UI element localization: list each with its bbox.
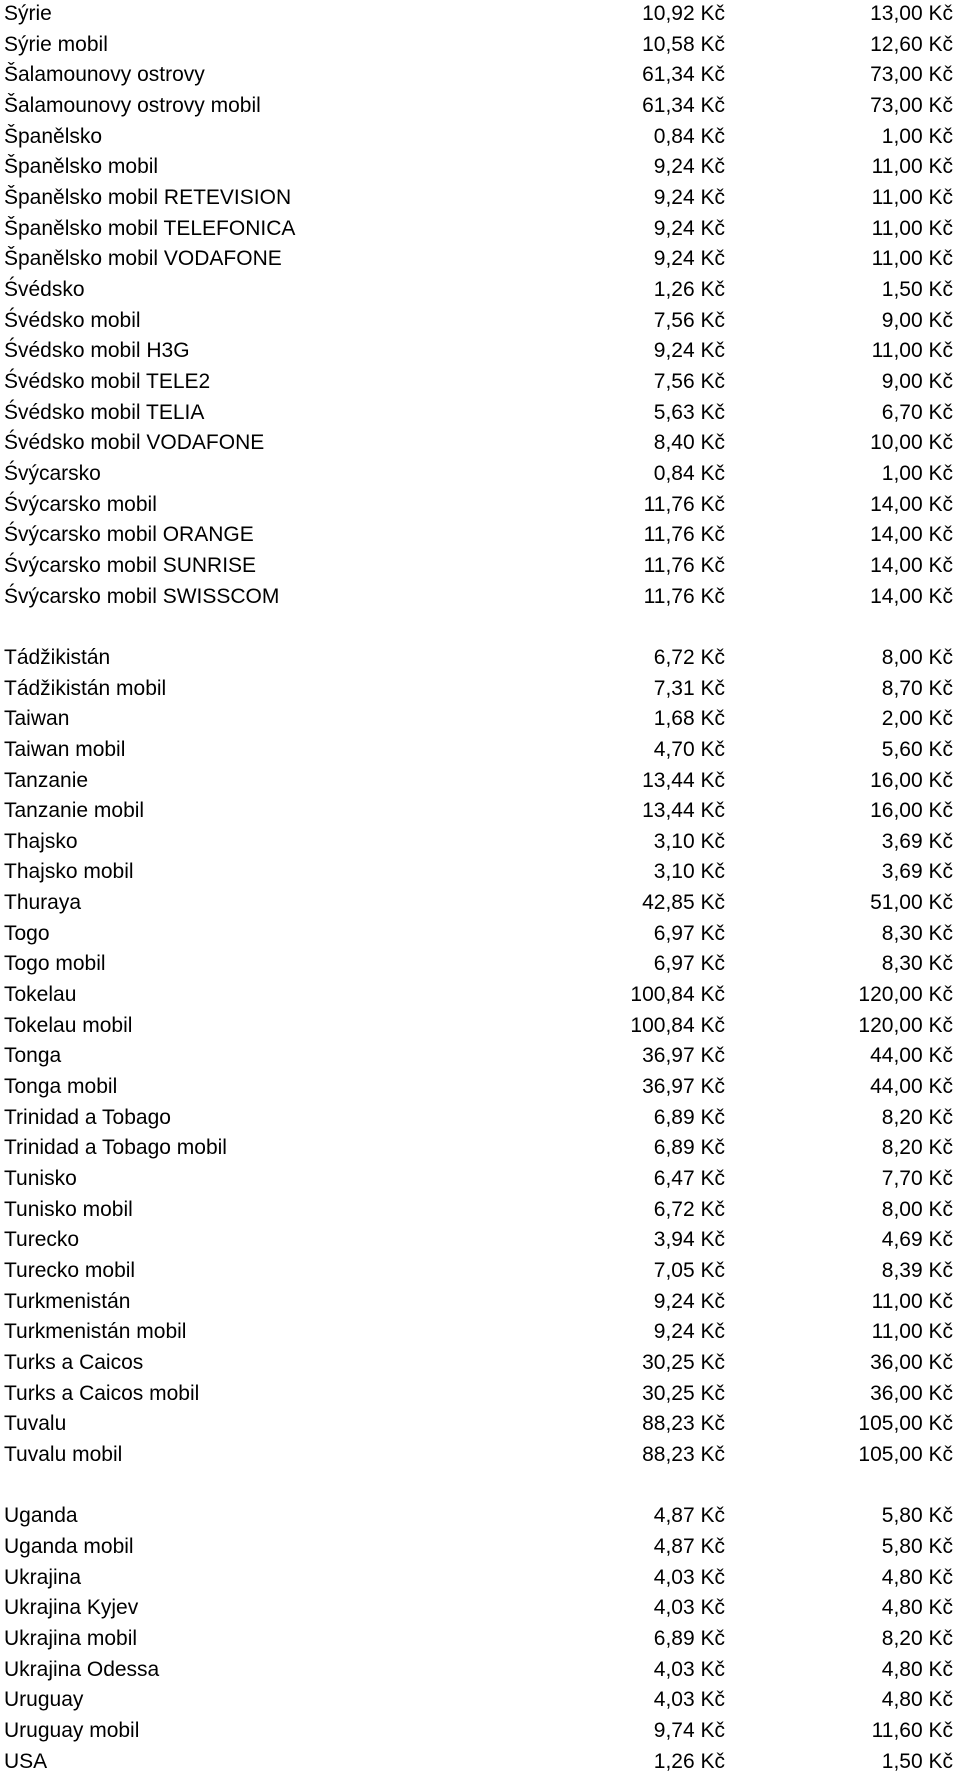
table-row: [0, 1133, 960, 1163]
price-without-vat: 9,24 Kč: [653, 185, 725, 209]
price-with-vat: 14,00 Kč: [870, 523, 953, 547]
price-with-vat: 12,60 Kč: [870, 32, 953, 56]
table-row: [0, 428, 960, 458]
price-with-vat: 11,00 Kč: [871, 155, 953, 179]
table-row: [0, 1532, 960, 1562]
price-with-vat: 11,00 Kč: [871, 247, 953, 271]
price-without-vat: 10,58 Kč: [642, 32, 725, 56]
table-row: [0, 183, 960, 213]
price-with-vat: 8,70 Kč: [881, 676, 953, 700]
destination-name: Ukrajina Kyjev: [4, 1596, 139, 1620]
price-without-vat: 9,24 Kč: [653, 1289, 725, 1313]
price-without-vat: 42,85 Kč: [642, 891, 725, 915]
price-without-vat: 6,89 Kč: [653, 1136, 725, 1160]
destination-name: Śvýcarsko mobil SUNRISE: [4, 553, 257, 577]
table-row: [0, 30, 960, 60]
table-row: [0, 459, 960, 489]
price-with-vat: 7,70 Kč: [881, 1167, 953, 1191]
table-row: [0, 306, 960, 336]
destination-name: Tonga mobil: [4, 1075, 118, 1099]
table-row: [0, 766, 960, 796]
destination-name: Španělsko mobil: [4, 155, 159, 179]
table-row: [0, 888, 960, 918]
price-with-vat: 11,00 Kč: [871, 339, 953, 363]
price-without-vat: 4,03 Kč: [653, 1565, 725, 1589]
destination-name: Togo: [4, 921, 50, 945]
destination-name: Sýrie mobil: [4, 32, 108, 56]
destination-name: Turkmenistán: [4, 1289, 131, 1313]
table-row: [0, 91, 960, 121]
price-without-vat: 3,94 Kč: [653, 1228, 725, 1252]
price-with-vat: 8,00 Kč: [881, 1197, 953, 1221]
price-with-vat: 16,00 Kč: [870, 799, 953, 823]
destination-name: Tokelau: [4, 983, 77, 1007]
destination-name: USA: [4, 1749, 48, 1773]
table-row: [0, 1041, 960, 1071]
table-row: [0, 1747, 960, 1777]
table-row: [0, 674, 960, 704]
price-without-vat: 11,76 Kč: [643, 492, 725, 516]
table-row: [0, 949, 960, 979]
destination-name: Uruguay mobil: [4, 1718, 140, 1742]
table-row: [0, 796, 960, 826]
price-without-vat: 9,24 Kč: [653, 247, 725, 271]
destination-name: Uruguay: [4, 1688, 84, 1712]
table-row: [0, 0, 960, 29]
price-with-vat: 8,30 Kč: [881, 921, 953, 945]
price-without-vat: 1,26 Kč: [653, 277, 725, 301]
destination-name: Tádžikistán: [4, 645, 111, 669]
table-row: [0, 1256, 960, 1286]
table-row: [0, 857, 960, 887]
price-with-vat: 6,70 Kč: [881, 400, 953, 424]
destination-name: Taiwan mobil: [4, 737, 126, 761]
table-row: [0, 1593, 960, 1623]
table-row: [0, 1624, 960, 1654]
price-with-vat: 1,50 Kč: [881, 277, 953, 301]
destination-name: Tunisko: [4, 1167, 77, 1191]
destination-name: Tuvalu mobil: [4, 1443, 123, 1467]
price-with-vat: 11,00 Kč: [871, 1289, 953, 1313]
price-without-vat: 7,56 Kč: [653, 308, 725, 332]
table-row: [0, 1011, 960, 1041]
destination-name: Sýrie: [4, 2, 52, 25]
price-without-vat: 7,56 Kč: [653, 369, 725, 393]
price-without-vat: 100,84 Kč: [630, 1013, 725, 1037]
price-with-vat: 120,00 Kč: [858, 1013, 953, 1037]
price-with-vat: 11,00 Kč: [871, 185, 953, 209]
table-row: [0, 336, 960, 366]
table-row: [0, 1225, 960, 1255]
price-without-vat: 11,76 Kč: [643, 584, 725, 608]
table-row: [0, 1317, 960, 1347]
destination-name: Ukrajina: [4, 1565, 82, 1589]
price-without-vat: 61,34 Kč: [642, 63, 725, 87]
destination-name: Śvýcarsko mobil SWISSCOM: [4, 584, 280, 608]
destination-name: Ukrajina mobil: [4, 1626, 138, 1650]
price-with-vat: 36,00 Kč: [870, 1351, 953, 1375]
price-without-vat: 4,03 Kč: [653, 1657, 725, 1681]
destination-name: Španělsko mobil VODAFONE: [4, 247, 282, 271]
destination-name: Turks a Caicos: [4, 1351, 144, 1375]
price-without-vat: 88,23 Kč: [642, 1443, 725, 1467]
price-without-vat: 4,03 Kč: [653, 1596, 725, 1620]
price-with-vat: 11,00 Kč: [871, 216, 953, 240]
price-without-vat: 4,70 Kč: [653, 737, 725, 761]
destination-name: Tonga: [4, 1044, 62, 1068]
destination-name: Turecko mobil: [4, 1259, 136, 1283]
destination-name: Ukrajina Odessa: [4, 1657, 160, 1681]
destination-name: Tanzanie mobil: [4, 799, 145, 823]
table-row: [0, 398, 960, 428]
destination-name: Śvédsko mobil H3G: [4, 339, 190, 363]
destination-name: Tádžikistán mobil: [4, 676, 167, 700]
destination-name: Turkmenistán mobil: [4, 1320, 187, 1344]
table-row: [0, 1440, 960, 1470]
price-without-vat: 9,24 Kč: [653, 155, 725, 179]
table-row: [0, 643, 960, 673]
destination-name: Togo mobil: [4, 952, 106, 976]
price-without-vat: 6,97 Kč: [653, 952, 725, 976]
price-without-vat: 5,63 Kč: [653, 400, 725, 424]
destination-name: Śvýcarsko mobil: [4, 492, 157, 516]
price-without-vat: 4,87 Kč: [653, 1535, 725, 1558]
price-with-vat: 14,00 Kč: [870, 492, 953, 516]
table-row: [0, 490, 960, 520]
price-with-vat: 5,80 Kč: [881, 1504, 953, 1528]
destination-name: Turecko: [4, 1228, 80, 1252]
price-without-vat: 36,97 Kč: [642, 1075, 725, 1099]
table-row: [0, 520, 960, 550]
price-without-vat: 36,97 Kč: [642, 1044, 725, 1068]
price-with-vat: 9,00 Kč: [881, 369, 953, 393]
destination-name: Uganda mobil: [4, 1535, 134, 1558]
table-row: [0, 1195, 960, 1225]
destination-name: Trinidad a Tobago: [4, 1105, 171, 1129]
price-without-vat: 1,26 Kč: [653, 1749, 725, 1773]
table-row: [0, 919, 960, 949]
table-row: [0, 1287, 960, 1317]
table-row: [0, 1409, 960, 1439]
table-row: [0, 1655, 960, 1685]
destination-name: Turks a Caicos mobil: [4, 1381, 200, 1405]
price-with-vat: 3,69 Kč: [881, 860, 953, 884]
destination-name: Trinidad a Tobago mobil: [4, 1136, 227, 1160]
table-row: [0, 582, 960, 612]
price-with-vat: 105,00 Kč: [858, 1443, 953, 1467]
price-without-vat: 11,76 Kč: [643, 523, 725, 547]
price-without-vat: 6,72 Kč: [653, 645, 725, 669]
price-without-vat: 10,92 Kč: [642, 2, 725, 25]
price-with-vat: 73,00 Kč: [870, 93, 953, 117]
destination-name: Śvédsko mobil TELIA: [4, 400, 205, 424]
price-with-vat: 4,80 Kč: [881, 1565, 953, 1589]
price-with-vat: 1,00 Kč: [881, 124, 953, 148]
destination-name: Śvédsko: [4, 277, 85, 301]
price-without-vat: 6,72 Kč: [653, 1197, 725, 1221]
table-row: [0, 1164, 960, 1194]
price-with-vat: 8,20 Kč: [881, 1626, 953, 1650]
destination-name: Uganda: [4, 1504, 78, 1528]
price-with-vat: 8,00 Kč: [881, 645, 953, 669]
price-with-vat: 44,00 Kč: [870, 1075, 953, 1099]
price-with-vat: 11,00 Kč: [871, 1320, 953, 1344]
price-without-vat: 4,03 Kč: [653, 1688, 725, 1712]
price-without-vat: 0,84 Kč: [653, 461, 725, 485]
price-without-vat: 9,24 Kč: [653, 1320, 725, 1344]
price-with-vat: 105,00 Kč: [858, 1412, 953, 1436]
price-without-vat: 6,47 Kč: [653, 1167, 725, 1191]
destination-name: Taiwan: [4, 707, 70, 731]
price-with-vat: 73,00 Kč: [870, 63, 953, 87]
destination-name: Tokelau mobil: [4, 1013, 133, 1037]
destination-name: Thajsko mobil: [4, 860, 134, 884]
destination-name: Thuraya: [4, 891, 82, 915]
destination-name: Španělsko: [4, 124, 103, 148]
table-row: [0, 1379, 960, 1409]
price-with-vat: 5,60 Kč: [881, 737, 953, 761]
table-row: [0, 275, 960, 305]
price-without-vat: 7,05 Kč: [653, 1259, 725, 1283]
price-without-vat: 9,24 Kč: [653, 339, 725, 363]
price-with-vat: 2,00 Kč: [881, 707, 953, 731]
price-with-vat: 9,00 Kč: [881, 308, 953, 332]
price-with-vat: 10,00 Kč: [870, 431, 953, 455]
price-with-vat: 4,69 Kč: [881, 1228, 953, 1252]
destination-name: Šalamounovy ostrovy: [4, 63, 205, 87]
price-with-vat: 16,00 Kč: [870, 768, 953, 792]
table-row: [0, 1716, 960, 1746]
price-without-vat: 13,44 Kč: [642, 799, 725, 823]
price-with-vat: 51,00 Kč: [870, 891, 953, 915]
destination-name: Šalamounovy ostrovy mobil: [4, 93, 261, 117]
table-row: [0, 1072, 960, 1102]
price-with-vat: 5,80 Kč: [881, 1535, 953, 1558]
price-without-vat: 3,10 Kč: [653, 829, 725, 853]
table-row: [0, 980, 960, 1010]
price-without-vat: 0,84 Kč: [653, 124, 725, 148]
table-row: [0, 214, 960, 244]
price-without-vat: 61,34 Kč: [642, 93, 725, 117]
price-with-vat: 1,00 Kč: [881, 461, 953, 485]
table-row: [0, 1501, 960, 1531]
destination-name: Tanzanie: [4, 768, 89, 792]
price-without-vat: 100,84 Kč: [630, 983, 725, 1007]
destination-name: Śvédsko mobil TELE2: [4, 369, 211, 393]
price-without-vat: 88,23 Kč: [642, 1412, 725, 1436]
table-row: [0, 704, 960, 734]
price-with-vat: 14,00 Kč: [870, 584, 953, 608]
price-without-vat: 4,87 Kč: [653, 1504, 725, 1528]
price-without-vat: 13,44 Kč: [642, 768, 725, 792]
table-row: [0, 827, 960, 857]
price-with-vat: 4,80 Kč: [881, 1657, 953, 1681]
price-without-vat: 3,10 Kč: [653, 860, 725, 884]
price-without-vat: 6,89 Kč: [653, 1626, 725, 1650]
price-without-vat: 30,25 Kč: [642, 1351, 725, 1375]
price-without-vat: 1,68 Kč: [653, 707, 725, 731]
table-row: [0, 551, 960, 581]
table-row: [0, 1563, 960, 1593]
destination-name: Thajsko: [4, 829, 78, 853]
destination-name: Tunisko mobil: [4, 1197, 133, 1221]
destination-name: Španělsko mobil RETEVISION: [4, 185, 292, 209]
destination-name: Španělsko mobil TELEFONICA: [4, 216, 296, 240]
table-row: [0, 1348, 960, 1378]
table-row: [0, 1103, 960, 1133]
price-without-vat: 8,40 Kč: [653, 431, 725, 455]
price-without-vat: 9,24 Kč: [653, 216, 725, 240]
price-with-vat: 8,20 Kč: [881, 1105, 953, 1129]
destination-name: Śvýcarsko: [4, 461, 101, 485]
price-with-vat: 120,00 Kč: [858, 983, 953, 1007]
price-with-vat: 14,00 Kč: [870, 553, 953, 577]
price-with-vat: 8,20 Kč: [881, 1136, 953, 1160]
price-without-vat: 6,89 Kč: [653, 1105, 725, 1129]
table-row: [0, 60, 960, 90]
table-row: [0, 122, 960, 152]
price-with-vat: 8,30 Kč: [881, 952, 953, 976]
table-row: [0, 735, 960, 765]
price-with-vat: 13,00 Kč: [870, 2, 953, 25]
price-with-vat: 1,50 Kč: [881, 1749, 953, 1773]
table-row: [0, 152, 960, 182]
price-without-vat: 11,76 Kč: [643, 553, 725, 577]
destination-name: Śvédsko mobil VODAFONE: [4, 431, 265, 455]
table-row: [0, 367, 960, 397]
table-row: [0, 244, 960, 274]
price-with-vat: 3,69 Kč: [881, 829, 953, 853]
price-with-vat: 11,60 Kč: [871, 1718, 953, 1742]
price-without-vat: 7,31 Kč: [653, 676, 725, 700]
destination-name: Śvýcarsko mobil ORANGE: [4, 523, 254, 547]
destination-name: Śvédsko mobil: [4, 308, 141, 332]
price-without-vat: 6,97 Kč: [653, 921, 725, 945]
table-row: [0, 1685, 960, 1715]
price-without-vat: 30,25 Kč: [642, 1381, 725, 1405]
price-with-vat: 4,80 Kč: [881, 1596, 953, 1620]
price-with-vat: 4,80 Kč: [881, 1688, 953, 1712]
price-with-vat: 8,39 Kč: [881, 1259, 953, 1283]
price-with-vat: 44,00 Kč: [870, 1044, 953, 1068]
price-without-vat: 9,74 Kč: [653, 1718, 725, 1742]
price-with-vat: 36,00 Kč: [870, 1381, 953, 1405]
destination-name: Tuvalu: [4, 1412, 67, 1436]
